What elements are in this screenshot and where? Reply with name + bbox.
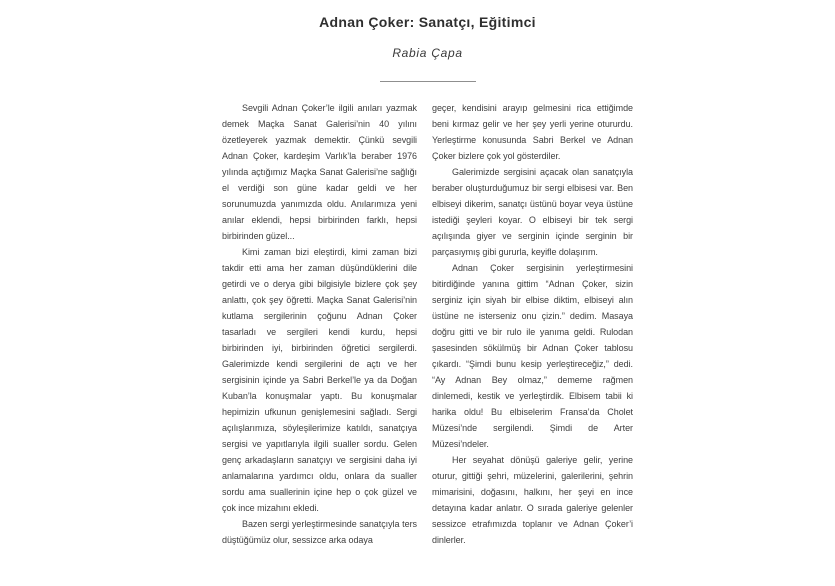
paragraph: geçer, kendisini arayıp gelmesini rica ettiğimde beni kırmaz gelir ve her şey yerli yerine otururdu. Yerleştirme konusunda Sabri Berkel ve Adnan Çoker bizlere çok yol gösterdiler.: [432, 103, 633, 161]
page-header: [222, 0, 633, 96]
article-body: [222, 100, 633, 548]
text-column-left: [222, 100, 417, 548]
author-byline: Rabia Çapa: [392, 46, 463, 60]
page-title: Adnan Çoker: Sanatçı, Eğitimci: [319, 14, 536, 30]
divider-rule: [380, 81, 476, 82]
paragraph: Her seyahat dönüşü galeriye gelir, yerine oturur, gittiği şehri, müzelerini, galerilerini, şehrin mimarisini, doğasını, halkını, her şeyi en ince detayına kadar anlatır. O sırada galeriye gelenler sessizce etrafımızda toplanır ve Adnan Çoker’i dinlerler.: [432, 455, 633, 545]
paragraph: Galerimizde sergisini açacak olan sanatçıyla beraber oluşturduğumuz bir sergi elbisesi var. Ben elbiseyi dikerim, sanatçı üstünü boyar veya üstüne istediği şeyleri koyar. O elbiseyi bir tek sergi açılışında giyer ve serginin içinde serginin bir parçasıymış gibi gururla, keyifle dolaşırım.: [432, 167, 633, 257]
paragraph: Bazen sergi yerleştirmesinde sanatçıyla ters düştüğümüz olur, sessizce arka odaya: [222, 519, 417, 545]
text-column-right: [432, 100, 633, 548]
paragraph: Kimi zaman bizi eleştirdi, kimi zaman bizi takdir etti ama her zaman düşündüklerini dile getirdi ve o derya gibi bilgisiyle bizlere çok şey anlattı, çok şey öğretti. Maçka Sanat Galerisi’nin kutlama sergilerinin çoğunu Adnan Çoker tasarladı ve sergileri kendi kurdu, hepsi birbirinden iyi, birbirinden öğretici sergilerdi. Galerimizde kendi sergilerini de açtı ve her sergisinin içinde ya Sabri Berkel’le ya da Doğan Kuban’la konuşmalar yaptı. Bu konuşmalar hepimizin ufkunun genişlemesini sağladı. Sergi açılışlarımıza, söyleşilerimize katıldı, sanatçıya sergisi ve yapıtlarıyla ilgili sualler sordu. Gelen genç arkadaşların sanatçıyı ve sergisini daha iyi anlamalarına yardımcı oldu, onlara da sualler sordu ama suallerinin içine hep o çok güzel ve çok ince mizahını ekledi.: [222, 247, 417, 513]
paragraph: Sevgili Adnan Çoker’le ilgili anıları yazmak demek Maçka Sanat Galerisi’nin 40 yılını özetleyerek yazmak demektir. Çünkü sevgili Adnan Çoker, kardeşim Varlık’la beraber 1976 yılında açtığımız Maçka Sanat Galerisi’ne sağlığı el verdiği son güne kadar geldi ve her sorunumuzda yanımızda oldu. Anılarımıza yeni anılar eklendi, hepsi birbirinden farklı, hepsi birbirinden güzel...: [222, 103, 417, 241]
paragraph: Adnan Çoker sergisinin yerleştirmesini bitirdiğinde yanına gittim “Adnan Çoker, sizin serginiz için siyah bir elbise diktim, elbiseyi alın üstüne ne isterseniz onu çizin.” dedim. Masaya doğru gitti ve bir rulo ile yanıma geldi. Rulodan şasesinden sökülmüş bir Adnan Çoker tablosu çıkardı. “Şimdi bunu kesip yerleştireceğiz,” dedi. “Ay Adnan Bey olmaz,” dememe rağmen dinlemedi, kestik ve yerleştirdik. Elbisem tabii ki harika oldu! Bu elbiselerim Fransa’da Cholet Müzesi’nde sergilendi. Şimdi de Arter Müzesi’ndeler.: [432, 263, 633, 449]
